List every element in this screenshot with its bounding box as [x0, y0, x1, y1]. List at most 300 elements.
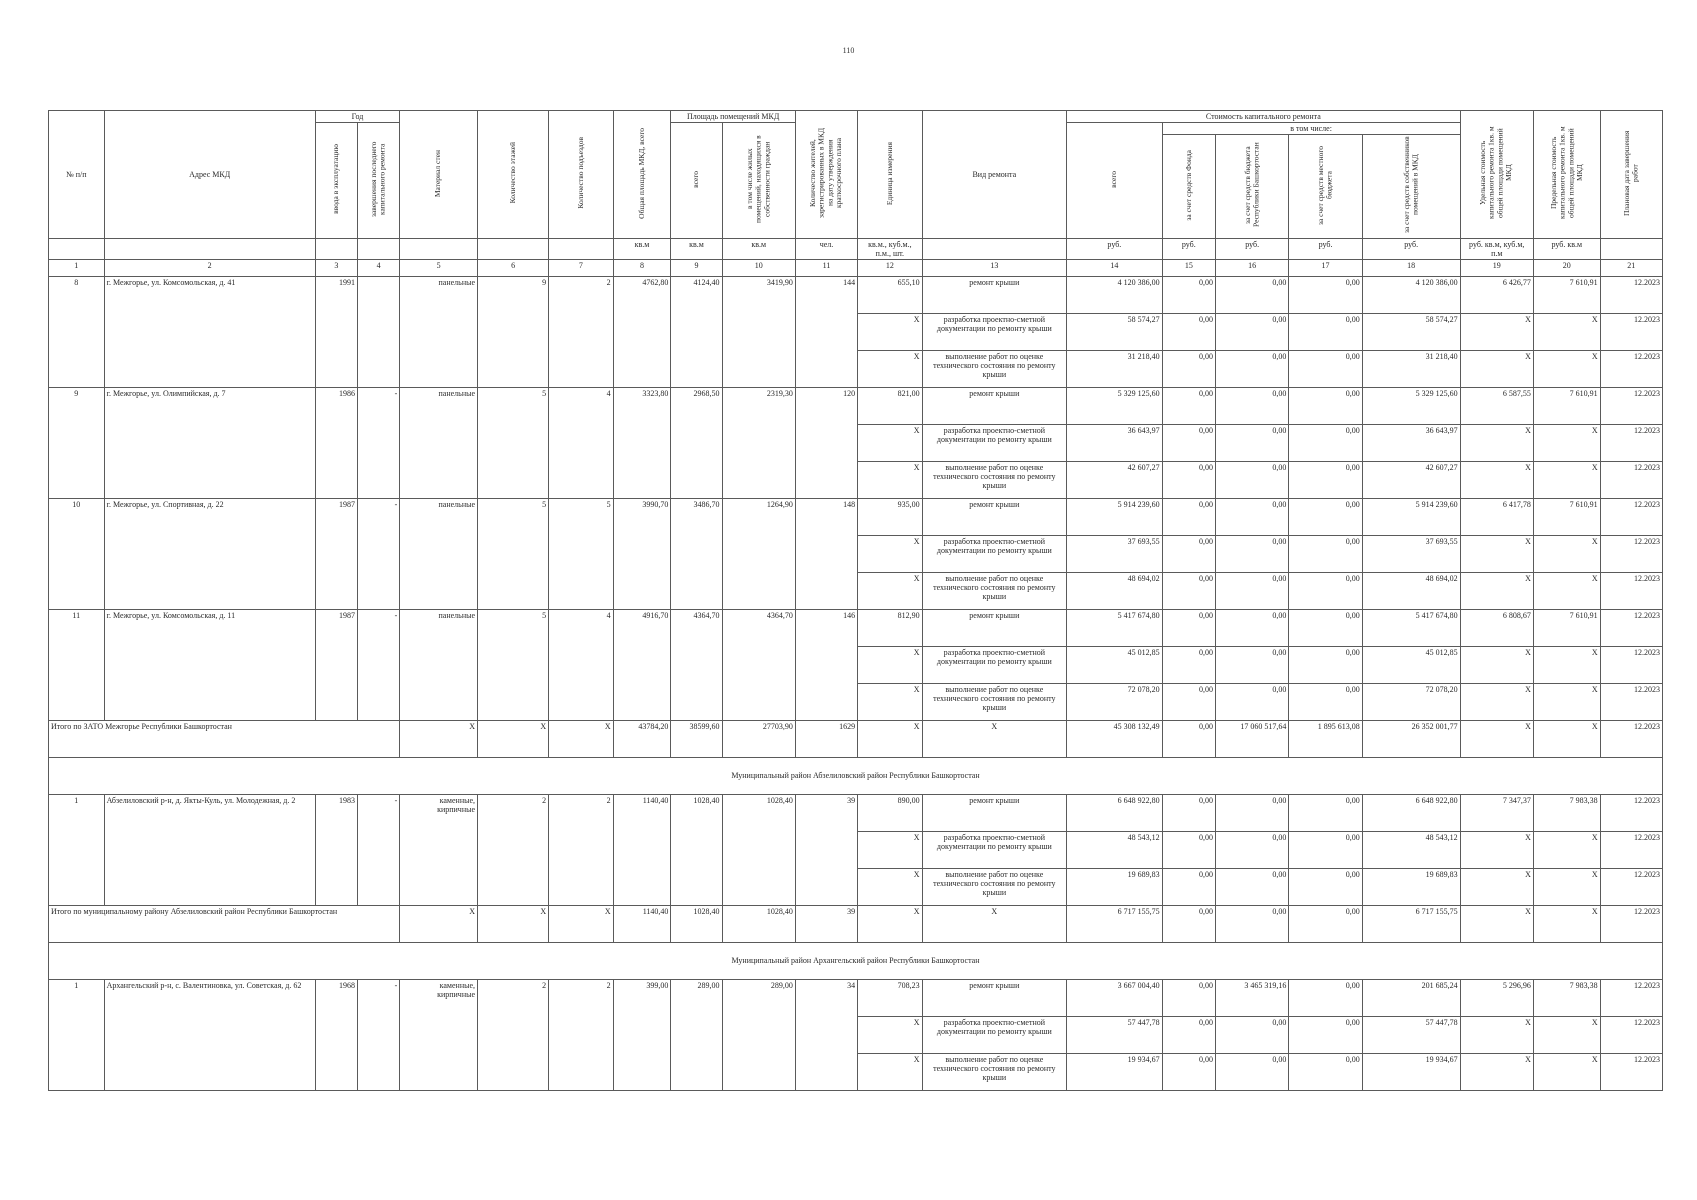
row-number: 1 [49, 794, 105, 905]
total-area-all: 1028,40 [671, 905, 722, 942]
cost-local-budget: 0,00 [1289, 535, 1362, 572]
total-fund: 0,00 [1162, 905, 1215, 942]
section-row [49, 942, 1663, 979]
repair-type: ремонт крыши [922, 979, 1066, 1016]
cost-owners: 201 685,24 [1362, 979, 1460, 1016]
cost-owners: 48 694,02 [1362, 572, 1460, 609]
cost-local-budget: 0,00 [1289, 979, 1362, 1016]
area-all: 4124,40 [671, 276, 722, 387]
header-repair-type: Вид ремонта [922, 111, 1066, 239]
building-address: Абзелиловский р-н, д. Якты-Куль, ул. Молодежная, д. 2 [104, 794, 315, 905]
limit-cost: X [1533, 683, 1600, 720]
area-private: 2319,30 [722, 387, 795, 498]
plan-date: 12.2023 [1600, 313, 1662, 350]
repair-type: разработка проектно-сметной документации по ремонту крыши [922, 831, 1066, 868]
cost-owners: 45 012,85 [1362, 646, 1460, 683]
column-number: 3 [315, 259, 357, 276]
residents-count: 34 [795, 979, 857, 1090]
cost-total: 31 218,40 [1067, 350, 1163, 387]
limit-cost: X [1533, 1053, 1600, 1090]
plan-date: 12.2023 [1600, 1016, 1662, 1053]
residents-count: 146 [795, 609, 857, 720]
total-plan-date: 12.2023 [1600, 720, 1662, 757]
specific-cost: X [1460, 646, 1533, 683]
total-row [49, 720, 1663, 757]
repair-type: выполнение работ по оценке технического состояния по ремонту крыши [922, 683, 1066, 720]
cost-total: 19 689,83 [1067, 868, 1163, 905]
cost-owners: 4 120 386,00 [1362, 276, 1460, 313]
area-all: 1028,40 [671, 794, 722, 905]
building-address: г. Межгорье, ул. Олимпийская, д. 7 [104, 387, 315, 498]
cost-rb-budget: 0,00 [1215, 572, 1288, 609]
total-cost: 45 308 132,49 [1067, 720, 1163, 757]
total-cost: 6 717 155,75 [1067, 905, 1163, 942]
unit-value: 821,00 [858, 387, 922, 424]
total-local-budget: 0,00 [1289, 905, 1362, 942]
cost-rb-budget: 0,00 [1215, 868, 1288, 905]
cost-rb-budget: 0,00 [1215, 683, 1288, 720]
column-number: 6 [478, 259, 549, 276]
unit-value: 655,10 [858, 276, 922, 313]
specific-cost: X [1460, 1016, 1533, 1053]
specific-cost: X [1460, 313, 1533, 350]
cost-rb-budget: 0,00 [1215, 646, 1288, 683]
repair-type: разработка проектно-сметной документации по ремонту крыши [922, 424, 1066, 461]
cost-local-budget: 0,00 [1289, 1053, 1362, 1090]
cost-rb-budget: 0,00 [1215, 1053, 1288, 1090]
cost-fund: 0,00 [1162, 461, 1215, 498]
column-number: 10 [722, 259, 795, 276]
area-private: 4364,70 [722, 609, 795, 720]
unit-value: X [858, 868, 922, 905]
total-area: 43784,20 [613, 720, 671, 757]
total-type: X [922, 905, 1066, 942]
floors-count: 5 [478, 609, 549, 720]
limit-cost: X [1533, 572, 1600, 609]
cost-local-budget: 0,00 [1289, 868, 1362, 905]
column-numbers-row [49, 259, 1663, 276]
total-area: 4762,80 [613, 276, 671, 387]
header-specific-cost: Удельная стоимость капитального ремонта 1кв. м общей площади помещений МКД [1460, 111, 1533, 239]
total-area: 3323,80 [613, 387, 671, 498]
limit-cost: X [1533, 461, 1600, 498]
commission-year: 1987 [315, 609, 357, 720]
cost-local-budget: 0,00 [1289, 461, 1362, 498]
specific-cost: X [1460, 1053, 1533, 1090]
header-including: в том числе: [1162, 123, 1460, 135]
unit-value: 890,00 [858, 794, 922, 831]
column-number: 17 [1289, 259, 1362, 276]
cost-owners: 36 643,97 [1362, 424, 1460, 461]
last-repair-year: - [357, 609, 399, 720]
page-number: 110 [842, 46, 855, 55]
specific-cost: 6 808,67 [1460, 609, 1533, 646]
cost-total: 19 934,67 [1067, 1053, 1163, 1090]
cost-local-budget: 0,00 [1289, 646, 1362, 683]
limit-cost: X [1533, 646, 1600, 683]
plan-date: 12.2023 [1600, 461, 1662, 498]
unit-value: X [858, 350, 922, 387]
total-owners: 6 717 155,75 [1362, 905, 1460, 942]
wall-material: панельные [400, 498, 478, 609]
total-area-all: 38599,60 [671, 720, 722, 757]
header-entrances: Количество подъездов [549, 111, 613, 239]
area-all: 289,00 [671, 979, 722, 1090]
building-address: г. Межгорье, ул. Комсомольская, д. 11 [104, 609, 315, 720]
area-private: 3419,90 [722, 276, 795, 387]
repair-type: ремонт крыши [922, 498, 1066, 535]
cost-owners: 19 689,83 [1362, 868, 1460, 905]
header-area-all: всего [671, 123, 722, 238]
cost-total: 3 667 004,40 [1067, 979, 1163, 1016]
wall-material: панельные [400, 387, 478, 498]
cost-total: 4 120 386,00 [1067, 276, 1163, 313]
wall-material: каменные, кирпичные [400, 979, 478, 1090]
row-number: 1 [49, 979, 105, 1090]
floors-count: 9 [478, 276, 549, 387]
column-number: 14 [1067, 259, 1163, 276]
table-row [49, 979, 1663, 1016]
building-address: г. Межгорье, ул. Спортивная, д. 22 [104, 498, 315, 609]
cost-fund: 0,00 [1162, 609, 1215, 646]
cost-total: 48 694,02 [1067, 572, 1163, 609]
residents-count: 120 [795, 387, 857, 498]
plan-date: 12.2023 [1600, 683, 1662, 720]
total-floors: X [478, 905, 549, 942]
limit-cost: X [1533, 313, 1600, 350]
cost-total: 6 648 922,80 [1067, 794, 1163, 831]
plan-date: 12.2023 [1600, 979, 1662, 1016]
units-row: кв.м кв.м кв.м чел. кв.м., куб.м., п.м., шт. руб. руб. руб. руб. руб. руб. кв.м, куб.м, п.м руб. кв.м [49, 238, 1663, 259]
cost-total: 42 607,27 [1067, 461, 1163, 498]
cost-rb-budget: 0,00 [1215, 498, 1288, 535]
repair-type: разработка проектно-сметной документации по ремонту крыши [922, 535, 1066, 572]
unit-value: X [858, 313, 922, 350]
total-area-private: 27703,90 [722, 720, 795, 757]
limit-cost: 7 983,38 [1533, 979, 1600, 1016]
limit-cost: 7 610,91 [1533, 498, 1600, 535]
specific-cost: X [1460, 535, 1533, 572]
repair-type: разработка проектно-сметной документации по ремонту крыши [922, 646, 1066, 683]
plan-date: 12.2023 [1600, 276, 1662, 313]
plan-date: 12.2023 [1600, 609, 1662, 646]
cost-local-budget: 0,00 [1289, 313, 1362, 350]
limit-cost: 7 610,91 [1533, 609, 1600, 646]
column-number: 7 [549, 259, 613, 276]
wall-material: каменные, кирпичные [400, 794, 478, 905]
total-residents: 1629 [795, 720, 857, 757]
section-title: Муниципальный район Архангельский район Республики Башкортостан [49, 942, 1663, 979]
commission-year: 1983 [315, 794, 357, 905]
unit-value: X [858, 646, 922, 683]
total-area: 399,00 [613, 979, 671, 1090]
header-rb-budget: за счет средств бюджета Республики Башкортостан [1215, 135, 1288, 238]
total-residents: 39 [795, 905, 857, 942]
floors-count: 5 [478, 498, 549, 609]
limit-cost: X [1533, 350, 1600, 387]
total-material: X [400, 905, 478, 942]
total-row [49, 905, 1663, 942]
limit-cost: 7 610,91 [1533, 276, 1600, 313]
cost-fund: 0,00 [1162, 276, 1215, 313]
total-label: Итого по муниципальному району Абзелиловский район Республики Башкортостан [49, 905, 400, 942]
header-cost-total: всего [1067, 123, 1163, 238]
column-number: 21 [1600, 259, 1662, 276]
cost-total: 36 643,97 [1067, 424, 1163, 461]
floors-count: 2 [478, 979, 549, 1090]
area-all: 3486,70 [671, 498, 722, 609]
repair-type: выполнение работ по оценке технического состояния по ремонту крыши [922, 350, 1066, 387]
header-area-private: в том числе жилых помещений, находящихся в собственности граждан [722, 123, 795, 238]
repair-type: ремонт крыши [922, 609, 1066, 646]
specific-cost: X [1460, 683, 1533, 720]
cost-fund: 0,00 [1162, 535, 1215, 572]
header-unit: Единица измерения [858, 111, 922, 239]
header-owners: за счет средств собственников помещений в МКД [1362, 135, 1460, 238]
cost-rb-budget: 0,00 [1215, 387, 1288, 424]
commission-year: 1968 [315, 979, 357, 1090]
cost-local-budget: 0,00 [1289, 683, 1362, 720]
entrances-count: 4 [549, 609, 613, 720]
cost-fund: 0,00 [1162, 979, 1215, 1016]
cost-rb-budget: 0,00 [1215, 461, 1288, 498]
specific-cost: 6 417,78 [1460, 498, 1533, 535]
header-wall-material: Материал стен [400, 111, 478, 239]
repair-type: выполнение работ по оценке технического состояния по ремонту крыши [922, 868, 1066, 905]
cost-fund: 0,00 [1162, 683, 1215, 720]
cost-local-budget: 0,00 [1289, 498, 1362, 535]
column-number: 1 [49, 259, 105, 276]
specific-cost: X [1460, 424, 1533, 461]
cost-local-budget: 0,00 [1289, 794, 1362, 831]
total-specific-cost: X [1460, 720, 1533, 757]
specific-cost: X [1460, 350, 1533, 387]
unit-value: 708,23 [858, 979, 922, 1016]
total-material: X [400, 720, 478, 757]
cost-owners: 48 543,12 [1362, 831, 1460, 868]
total-entrances: X [549, 720, 613, 757]
plan-date: 12.2023 [1600, 831, 1662, 868]
unit-value: 935,00 [858, 498, 922, 535]
plan-date: 12.2023 [1600, 794, 1662, 831]
total-area: 4916,70 [613, 609, 671, 720]
entrances-count: 2 [549, 276, 613, 387]
commission-year: 1987 [315, 498, 357, 609]
specific-cost: X [1460, 868, 1533, 905]
plan-date: 12.2023 [1600, 424, 1662, 461]
cost-local-budget: 0,00 [1289, 276, 1362, 313]
building-address: г. Межгорье, ул. Комсомольская, д. 41 [104, 276, 315, 387]
cost-owners: 37 693,55 [1362, 535, 1460, 572]
header-total-area: Общая площадь МКД, всего [613, 111, 671, 239]
commission-year: 1991 [315, 276, 357, 387]
total-specific-cost: X [1460, 905, 1533, 942]
cost-total: 5 914 239,60 [1067, 498, 1163, 535]
row-number: 11 [49, 609, 105, 720]
last-repair-year: - [357, 498, 399, 609]
area-private: 289,00 [722, 979, 795, 1090]
wall-material: панельные [400, 276, 478, 387]
table-row [49, 794, 1663, 831]
plan-date: 12.2023 [1600, 868, 1662, 905]
total-fund: 0,00 [1162, 720, 1215, 757]
plan-date: 12.2023 [1600, 535, 1662, 572]
cost-rb-budget: 0,00 [1215, 831, 1288, 868]
plan-date: 12.2023 [1600, 350, 1662, 387]
repair-type: выполнение работ по оценке технического состояния по ремонту крыши [922, 572, 1066, 609]
cost-owners: 6 648 922,80 [1362, 794, 1460, 831]
header-year-group: Год [315, 111, 399, 123]
residents-count: 39 [795, 794, 857, 905]
cost-fund: 0,00 [1162, 313, 1215, 350]
cost-total: 5 329 125,60 [1067, 387, 1163, 424]
limit-cost: 7 610,91 [1533, 387, 1600, 424]
area-private: 1028,40 [722, 794, 795, 905]
header-fund: за счет средств Фонда [1162, 135, 1215, 238]
total-rb-budget: 0,00 [1215, 905, 1288, 942]
limit-cost: X [1533, 535, 1600, 572]
repair-type: выполнение работ по оценке технического состояния по ремонту крыши [922, 1053, 1066, 1090]
repair-type: разработка проектно-сметной документации по ремонту крыши [922, 1016, 1066, 1053]
table-row [49, 609, 1663, 646]
total-unit: X [858, 905, 922, 942]
cost-rb-budget: 0,00 [1215, 535, 1288, 572]
cost-total: 5 417 674,80 [1067, 609, 1163, 646]
column-number: 2 [104, 259, 315, 276]
cost-total: 58 574,27 [1067, 313, 1163, 350]
repair-type: разработка проектно-сметной документации по ремонту крыши [922, 313, 1066, 350]
cost-fund: 0,00 [1162, 1016, 1215, 1053]
entrances-count: 5 [549, 498, 613, 609]
column-number: 12 [858, 259, 922, 276]
cost-fund: 0,00 [1162, 794, 1215, 831]
header-local-budget: за счет средств местного бюджета [1289, 135, 1362, 238]
last-repair-year [357, 276, 399, 387]
cost-rb-budget: 0,00 [1215, 313, 1288, 350]
header-premises-area-group: Площадь помещений МКД [671, 111, 795, 123]
total-area: 3990,70 [613, 498, 671, 609]
capital-repair-table [48, 110, 1663, 1091]
cost-rb-budget: 0,00 [1215, 276, 1288, 313]
header-number: № п/п [49, 111, 105, 239]
unit-value: 812,90 [858, 609, 922, 646]
cost-owners: 31 218,40 [1362, 350, 1460, 387]
total-area-private: 1028,40 [722, 905, 795, 942]
column-number: 9 [671, 259, 722, 276]
residents-count: 148 [795, 498, 857, 609]
specific-cost: 6 587,55 [1460, 387, 1533, 424]
cost-owners: 5 417 674,80 [1362, 609, 1460, 646]
column-number: 19 [1460, 259, 1533, 276]
cost-fund: 0,00 [1162, 498, 1215, 535]
cost-fund: 0,00 [1162, 350, 1215, 387]
column-number: 15 [1162, 259, 1215, 276]
cost-total: 57 447,78 [1067, 1016, 1163, 1053]
plan-date: 12.2023 [1600, 498, 1662, 535]
header-floors: Количество этажей [478, 111, 549, 239]
cost-local-budget: 0,00 [1289, 1016, 1362, 1053]
total-limit-cost: X [1533, 905, 1600, 942]
header-last-repair-year: завершения последнего капитального ремонта [357, 123, 399, 238]
repair-type: выполнение работ по оценке технического состояния по ремонту крыши [922, 461, 1066, 498]
cost-rb-budget: 0,00 [1215, 609, 1288, 646]
total-area: 1140,40 [613, 794, 671, 905]
total-limit-cost: X [1533, 720, 1600, 757]
cost-local-budget: 0,00 [1289, 831, 1362, 868]
cost-fund: 0,00 [1162, 868, 1215, 905]
floors-count: 5 [478, 387, 549, 498]
wall-material: панельные [400, 609, 478, 720]
row-number: 9 [49, 387, 105, 498]
total-label: Итого по ЗАТО Межгорье Республики Башкортостан [49, 720, 400, 757]
last-repair-year: - [357, 979, 399, 1090]
unit-value: X [858, 831, 922, 868]
row-number: 8 [49, 276, 105, 387]
cost-fund: 0,00 [1162, 424, 1215, 461]
column-number: 13 [922, 259, 1066, 276]
header-cost-group: Стоимость капитального ремонта [1067, 111, 1461, 123]
column-number: 20 [1533, 259, 1600, 276]
column-number: 8 [613, 259, 671, 276]
limit-cost: X [1533, 868, 1600, 905]
section-title: Муниципальный район Абзелиловский район Республики Башкортостан [49, 757, 1663, 794]
cost-local-budget: 0,00 [1289, 387, 1362, 424]
total-area: 1140,40 [613, 905, 671, 942]
repair-type: ремонт крыши [922, 387, 1066, 424]
column-number: 11 [795, 259, 857, 276]
cost-total: 48 543,12 [1067, 831, 1163, 868]
commission-year: 1986 [315, 387, 357, 498]
header-commission-year: ввода в эксплуатацию [315, 123, 357, 238]
row-number: 10 [49, 498, 105, 609]
total-unit: X [858, 720, 922, 757]
specific-cost: X [1460, 461, 1533, 498]
total-floors: X [478, 720, 549, 757]
cost-owners: 57 447,78 [1362, 1016, 1460, 1053]
cost-fund: 0,00 [1162, 1053, 1215, 1090]
limit-cost: X [1533, 1016, 1600, 1053]
table-row [49, 276, 1663, 313]
cost-total: 72 078,20 [1067, 683, 1163, 720]
cost-rb-budget: 3 465 319,16 [1215, 979, 1288, 1016]
unit-value: X [858, 572, 922, 609]
specific-cost: 6 426,77 [1460, 276, 1533, 313]
unit-value: X [858, 535, 922, 572]
header-limit-cost: Предельная стоимость капитального ремонта 1кв. м общей площади помещений МКД [1533, 111, 1600, 239]
unit-value: X [858, 683, 922, 720]
cost-total: 37 693,55 [1067, 535, 1163, 572]
cost-owners: 58 574,27 [1362, 313, 1460, 350]
floors-count: 2 [478, 794, 549, 905]
section-row [49, 757, 1663, 794]
limit-cost: 7 983,38 [1533, 794, 1600, 831]
area-private: 1264,90 [722, 498, 795, 609]
cost-rb-budget: 0,00 [1215, 350, 1288, 387]
cost-local-budget: 0,00 [1289, 350, 1362, 387]
repair-type: ремонт крыши [922, 276, 1066, 313]
last-repair-year: - [357, 387, 399, 498]
cost-fund: 0,00 [1162, 831, 1215, 868]
unit-value: X [858, 1016, 922, 1053]
specific-cost: 5 296,96 [1460, 979, 1533, 1016]
total-owners: 26 352 001,77 [1362, 720, 1460, 757]
building-address: Архангельский р-н, с. Валентиновка, ул. Советская, д. 62 [104, 979, 315, 1090]
cost-owners: 5 914 239,60 [1362, 498, 1460, 535]
cost-local-budget: 0,00 [1289, 609, 1362, 646]
cost-owners: 72 078,20 [1362, 683, 1460, 720]
cost-owners: 42 607,27 [1362, 461, 1460, 498]
header-plan-date: Плановая дата завершения работ [1600, 111, 1662, 239]
